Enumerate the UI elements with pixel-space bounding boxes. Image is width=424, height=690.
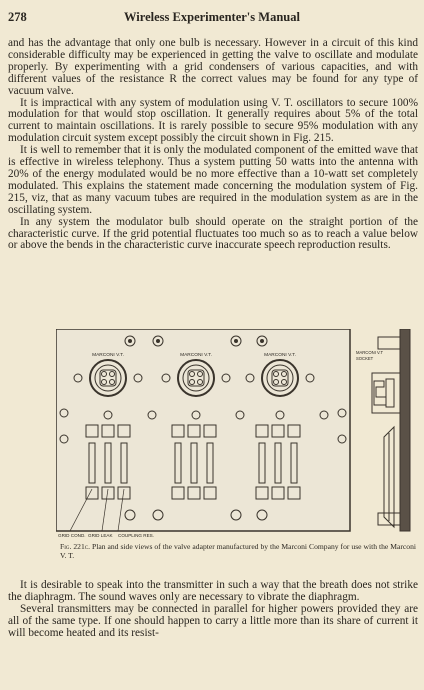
paragraph: In any system the modulator bulb should operate on the straight portion of the characteristic curve. If the grid potential fluctuates too much so as to reach a value below or above the bends in the characteristic curve inaccurate speech reproduction results. [8,215,418,252]
side-view [372,329,410,531]
body-text-top [8,38,418,252]
socket-label: MARCONI V.T. [264,353,296,358]
side-label-line1: MARCONI V.T [356,350,384,355]
figure-caption [60,543,416,560]
page-header [8,10,416,26]
side-label-line2: SOCKET [356,356,374,361]
socket-label: MARCONI V.T. [180,353,212,358]
paragraph: It is well to remember that it is only the modulated component of the emitted wave that is effective in wireless telephony. Thus a system putting 50 watts into the antenna with 20% of the energy modulated would be no more effective than a 10-watt set completely modulated. This explains the statement made concerning the modulation system of Fig. 215, viz, that as many vacuum tubes are required in the modulation system as are in the oscillating system. [8,144,418,216]
body-text-bottom [8,580,418,640]
paragraph: It is impractical with any system of modulation using V. T. oscillators to secure 100% modulation for that would stop oscillation. It generally requires about 5% of the total current to maintain oscillations. It is rarely possible to secure 95% modulation with any modulation circuit system except possibly the circuit shown in Fig. 215. [8,96,418,145]
label-coupling-res: COUPLING RES. [118,533,154,538]
plan-view-panel [56,329,350,531]
caption-label: Fig. 221c. [60,542,91,551]
paragraph: It is desirable to speak into the transmitter in such a way that the breath does not strike the diaphragm. The sound waves only are necessary to vibrate the diaphragm. [8,579,418,603]
valve-adapter-figure [56,329,414,539]
page-number: 278 [8,10,27,24]
label-grid-cond: GRID COND. [58,533,86,538]
paragraph: and has the advantage that only one bulb is necessary. However in a circuit of this kind considerable difficulty may be experienced in getting the valve to oscillate and modulate properly. By experimenting with a grid condensers of various capacities, and with different values of the resistance R the correct values may be found for any type of vacuum valve. [8,37,418,97]
running-title: Wireless Experimenter's Manual [124,10,300,24]
label-grid-leak: GRID LEAK [88,533,113,538]
paragraph: Several transmitters may be connected in parallel for higher powers provided they are all of the same type. If one should happen to carry a little more than its share of current it will become heated and its resist- [8,602,418,639]
caption-text: Plan and side views of the valve adapter manufactured by the Marconi Company for use with the Marconi V. T. [60,542,416,560]
socket-label: MARCONI V.T. [92,353,124,358]
